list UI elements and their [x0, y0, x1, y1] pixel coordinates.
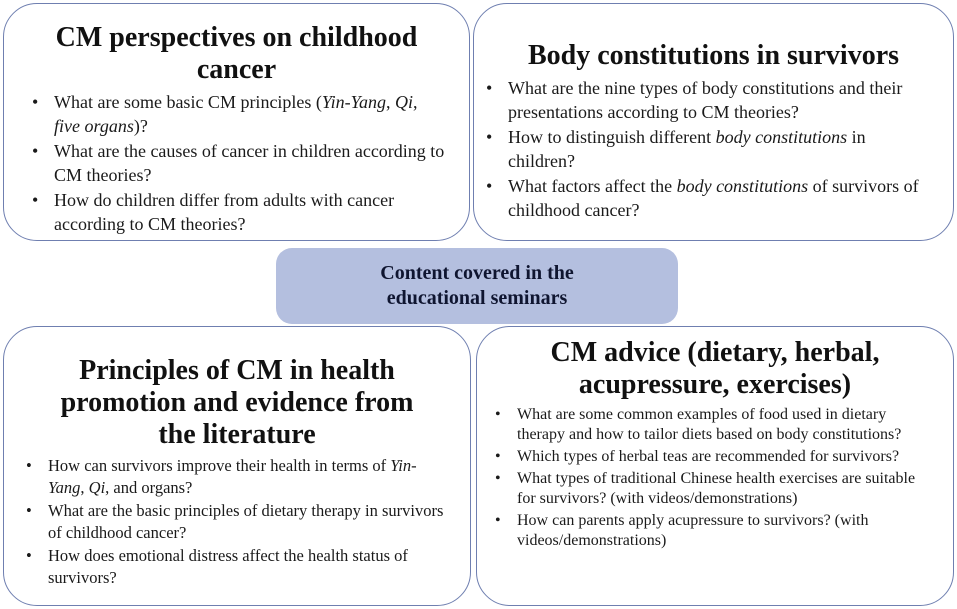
question-list	[508, 76, 925, 222]
box-title: Body constitutions in survivors	[527, 40, 900, 71]
list-item: • How do children differ from adults with cancer according to CM theories?	[54, 188, 447, 236]
question-list	[48, 455, 448, 589]
list-item: • Which types of herbal teas are recommended for survivors?	[517, 447, 929, 467]
box-title: CM advice (dietary, herbal, acupressure, exercises)	[550, 337, 880, 400]
list-item: • What are some basic CM principles (Yin-Yang, Qi, five organs)?	[54, 90, 447, 138]
list-item: • How to distinguish different body constitutions in children?	[508, 125, 925, 173]
list-item: • What types of traditional Chinese health exercises are suitable for survivors? (with videos/demonstrations)	[517, 469, 929, 509]
box-title: Principles of CM in health promotion and evidence from the literature	[60, 355, 414, 450]
box-title: CM perspectives on childhood cancer	[55, 22, 418, 85]
box-cm-advice	[476, 326, 954, 606]
list-item: • What factors affect the body constitutions of survivors of childhood cancer?	[508, 174, 925, 222]
box-cm-perspectives	[3, 3, 470, 241]
list-item: • How does emotional distress affect the health status of survivors?	[48, 545, 448, 589]
question-list	[54, 90, 447, 236]
list-item: • What are some common examples of food used in dietary therapy and how to tailor diets based on body constitutions?	[517, 405, 929, 445]
list-item: • What are the causes of cancer in children according to CM theories?	[54, 139, 447, 187]
list-item: • How can parents apply acupressure to survivors? (with videos/demonstrations)	[517, 511, 929, 551]
list-item: • What are the basic principles of dietary therapy in survivors of childhood cancer?	[48, 500, 448, 544]
list-item: • What are the nine types of body constitutions and their presentations according to CM theories?	[508, 76, 925, 124]
list-item: • How can survivors improve their health in terms of Yin-Yang, Qi, and organs?	[48, 455, 448, 499]
question-list	[517, 405, 929, 551]
center-label: Content covered in the educational seminars	[276, 248, 678, 324]
box-health-promotion	[3, 326, 471, 606]
box-body-constitutions	[473, 3, 954, 241]
